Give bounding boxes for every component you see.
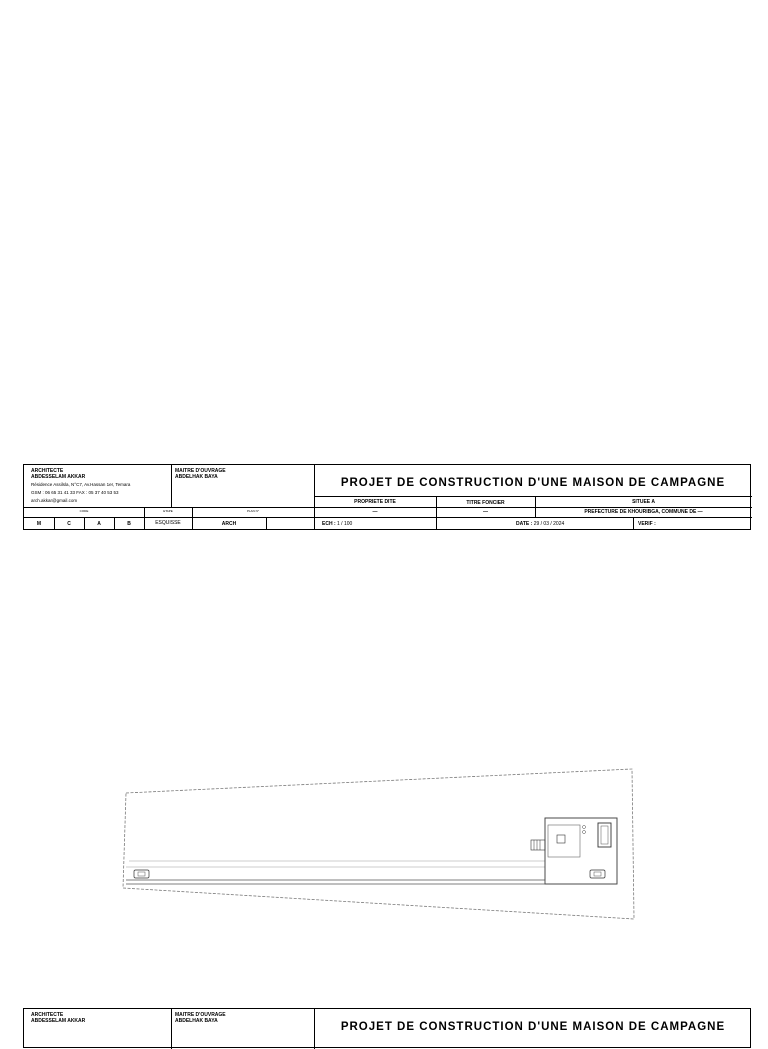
gate-symbol	[138, 872, 145, 876]
owner-heading: MAITRE D'OUVRAGE	[175, 468, 226, 474]
gate-symbol	[590, 870, 605, 878]
owner-heading: MAITRE D'OUVRAGE	[175, 1012, 226, 1018]
building-outline	[126, 818, 617, 884]
titre-label: TITRE FONCIER	[466, 500, 505, 506]
fixture-dot	[583, 826, 586, 829]
gate-symbol	[134, 870, 149, 878]
project-title: PROJET DE CONSTRUCTION D'UNE MAISON DE CAMPAGNE	[340, 477, 726, 489]
architect-name: ABDESSELAM AKKAR	[31, 1018, 86, 1024]
site-outline	[123, 769, 634, 919]
titre-value: —	[483, 509, 488, 515]
date-label: DATE :	[516, 521, 533, 527]
architect-heading: ARCHITECTE	[31, 1012, 64, 1018]
title-block-repeat	[23, 1008, 751, 1048]
etape-label: ETAPE	[163, 509, 173, 513]
architect-name: ABDESSELAM AKKAR	[31, 474, 86, 480]
scale-value: 1 / 100	[337, 521, 353, 527]
code-c: C	[67, 521, 71, 527]
situee-label: SITUEE A	[632, 499, 655, 505]
date-value: 29 / 03 / 2024	[533, 521, 565, 527]
room-fixture	[557, 835, 565, 843]
architect-email: arch.akkar@gmail.com	[31, 498, 78, 503]
verif-label: VERIF :	[638, 521, 656, 527]
window-symbol	[598, 823, 611, 847]
owner-name: ABDELHAK BAYA	[175, 474, 218, 480]
gate-symbol	[594, 872, 601, 876]
plan-value: ARCH	[221, 521, 237, 527]
etape-value: ESQUISSE	[155, 520, 181, 526]
propriete-value: —	[372, 509, 378, 515]
code-a: A	[97, 521, 101, 527]
owner-name: ABDELHAK BAYA	[175, 1018, 218, 1024]
entrance-steps	[531, 840, 545, 850]
code-m: M	[36, 521, 42, 527]
scale-label: ECH :	[322, 521, 336, 527]
room-outline	[548, 825, 580, 857]
fixture-dot	[583, 831, 586, 834]
window-symbol-inner	[601, 826, 608, 844]
code-label: CODE	[79, 509, 89, 513]
propriete-label: PROPRIETE DITE	[354, 499, 396, 505]
building-block	[545, 818, 617, 884]
project-title: PROJET DE CONSTRUCTION D'UNE MAISON DE CAMPAGNE	[340, 1021, 726, 1033]
situee-value: PREFECTURE DE KHOURIBGA, COMMUNE DE —	[584, 509, 703, 515]
code-b: B	[127, 521, 131, 527]
architect-phone: GSM : 06 65 31 41 33 FAX : 05 37 40 53 53	[31, 490, 119, 495]
plan-label: PLAN N°	[246, 509, 260, 513]
architect-address: Résidence Assilsla, N°C7, Av.Hassan 1er, Temara	[31, 482, 131, 487]
architect-heading: ARCHITECTE	[31, 468, 64, 474]
